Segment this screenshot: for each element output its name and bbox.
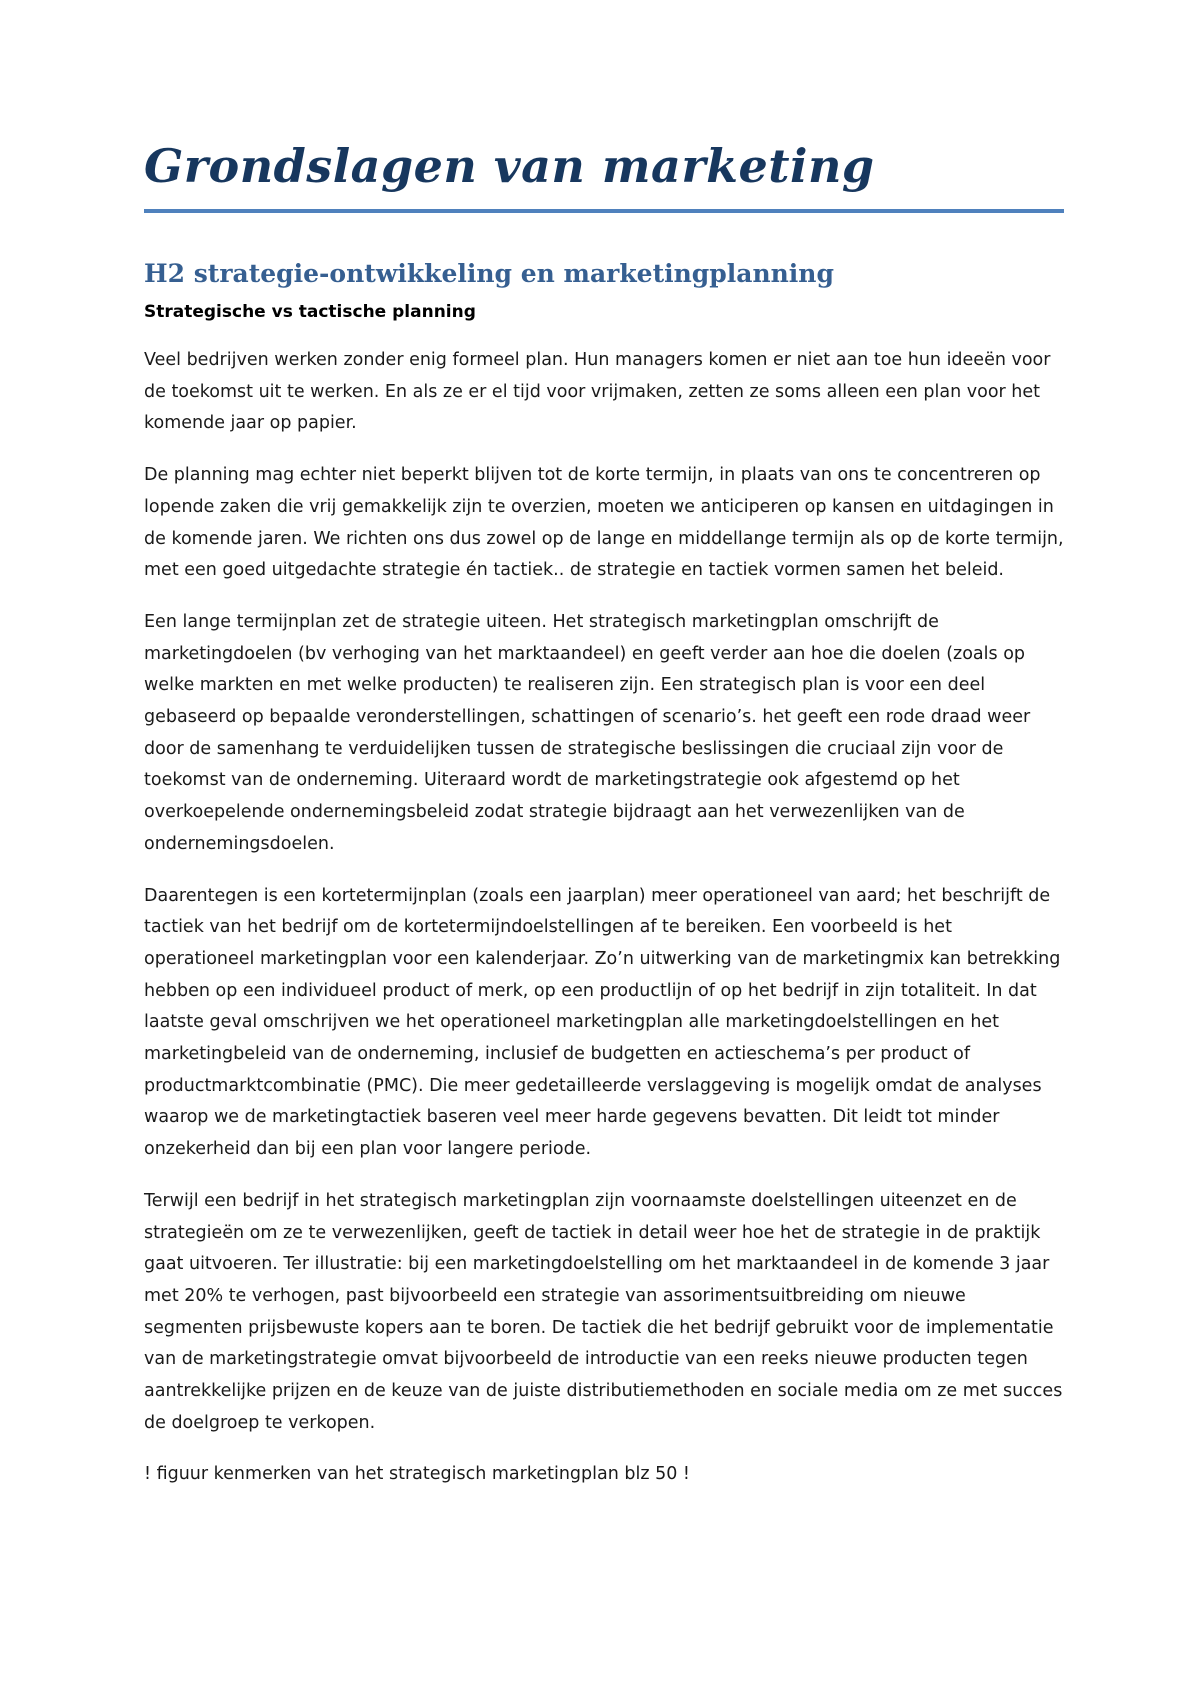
sub-heading: Strategische vs tactische planning [144, 301, 476, 322]
paragraph-4: Daarentegen is een kortetermijnplan (zoals een jaarplan) meer operationeel van aard; het beschrijft de tactiek van het bedrijf om de kortetermijndoelstellingen af te bereiken. Een voorbeeld is het operationeel marketingplan voor een kalenderjaar. Zo’n uitwerking van de marketingmix kan betrekking hebben op een individueel product of merk, op een productlijn of op het bedrijf in zijn totaliteit. In dat laatste geval omschrijven we het operationeel marketingplan alle marketingdoelstellingen en het marketingbeleid van de onderneming, inclusief de budgetten en actieschema’s per product of productmarktcombinatie (PMC). Die meer gedetailleerde verslaggeving is mogelijk omdat de analyses waarop we de marketingtactiek baseren veel meer harde gegevens bevatten. Dit leidt tot minder onzekerheid dan bij een plan voor langere periode. [144, 885, 1061, 1160]
body-text [144, 345, 1064, 1491]
paragraph-5: Terwijl een bedrijf in het strategisch marketingplan zijn voornaamste doelstellingen uiteenzet en de strategieën om ze te verwezenlijken, geeft de tactiek in detail weer hoe het de strategie in de praktijk gaat uitvoeren. Ter illustratie: bij een marketingdoelstelling om het marktaandeel in de komende 3 jaar met 20% te verhogen, past bijvoorbeeld een strategie van assorimentsuitbreiding om nieuwe segmenten prijsbewuste kopers aan te boren. De tactiek die het bedrijf gebruikt voor de implementatie van de marketingstrategie omvat bijvoorbeeld de introductie van een reeks nieuwe producten tegen aantrekkelijke prijzen en de keuze van de juiste distributiemethoden en sociale media om ze met succes de doelgroep te verkopen. [144, 1190, 1063, 1433]
paragraph-2: De planning mag echter niet beperkt blijven tot de korte termijn, in plaats van ons te concentreren op lopende zaken die vrij gemakkelijk zijn te overzien, moeten we anticiperen op kansen en uitdagingen in de komende jaren. We richten ons dus zowel op de lange en middellange termijn als op de korte termijn, met een goed uitgedachte strategie én tactiek.. de strategie en tactiek vormen samen het beleid. [144, 465, 1064, 581]
document-title: Grondslagen van marketing [144, 139, 875, 193]
section-heading: H2 strategie-ontwikkeling en marketingplanning [144, 258, 834, 288]
paragraph-3: Een lange termijnplan zet de strategie uiteen. Het strategisch marketingplan omschrijft de marketingdoelen (bv verhoging van het marktaandeel) en geeft verder aan hoe die doelen (zoals op welke markten en met welke producten) te realiseren zijn. Een strategisch plan is voor een deel gebaseerd op bepaalde veronderstellingen, schattingen of scenario’s. het geeft een rode draad weer door de samenhang te verduidelijken tussen de strategische beslissingen die cruciaal zijn voor de toekomst van de onderneming. Uiteraard wordt de marketingstrategie ook afgestemd op het overkoepelende ondernemingsbeleid zodat strategie bijdraagt aan het verwezenlijken van de ondernemingsdoelen. [144, 611, 1031, 854]
title-underline-rule [144, 209, 1064, 213]
figure-note: ! figuur kenmerken van het strategisch marketingplan blz 50 ! [144, 1464, 690, 1485]
document-page [144, 140, 1064, 1491]
paragraph-1: Veel bedrijven werken zonder enig formeel plan. Hun managers komen er niet aan toe hun ideeën voor de toekomst uit te werken. En als ze er el tijd voor vrijmaken, zetten ze soms alleen een plan voor het komende jaar op papier. [144, 349, 1051, 434]
